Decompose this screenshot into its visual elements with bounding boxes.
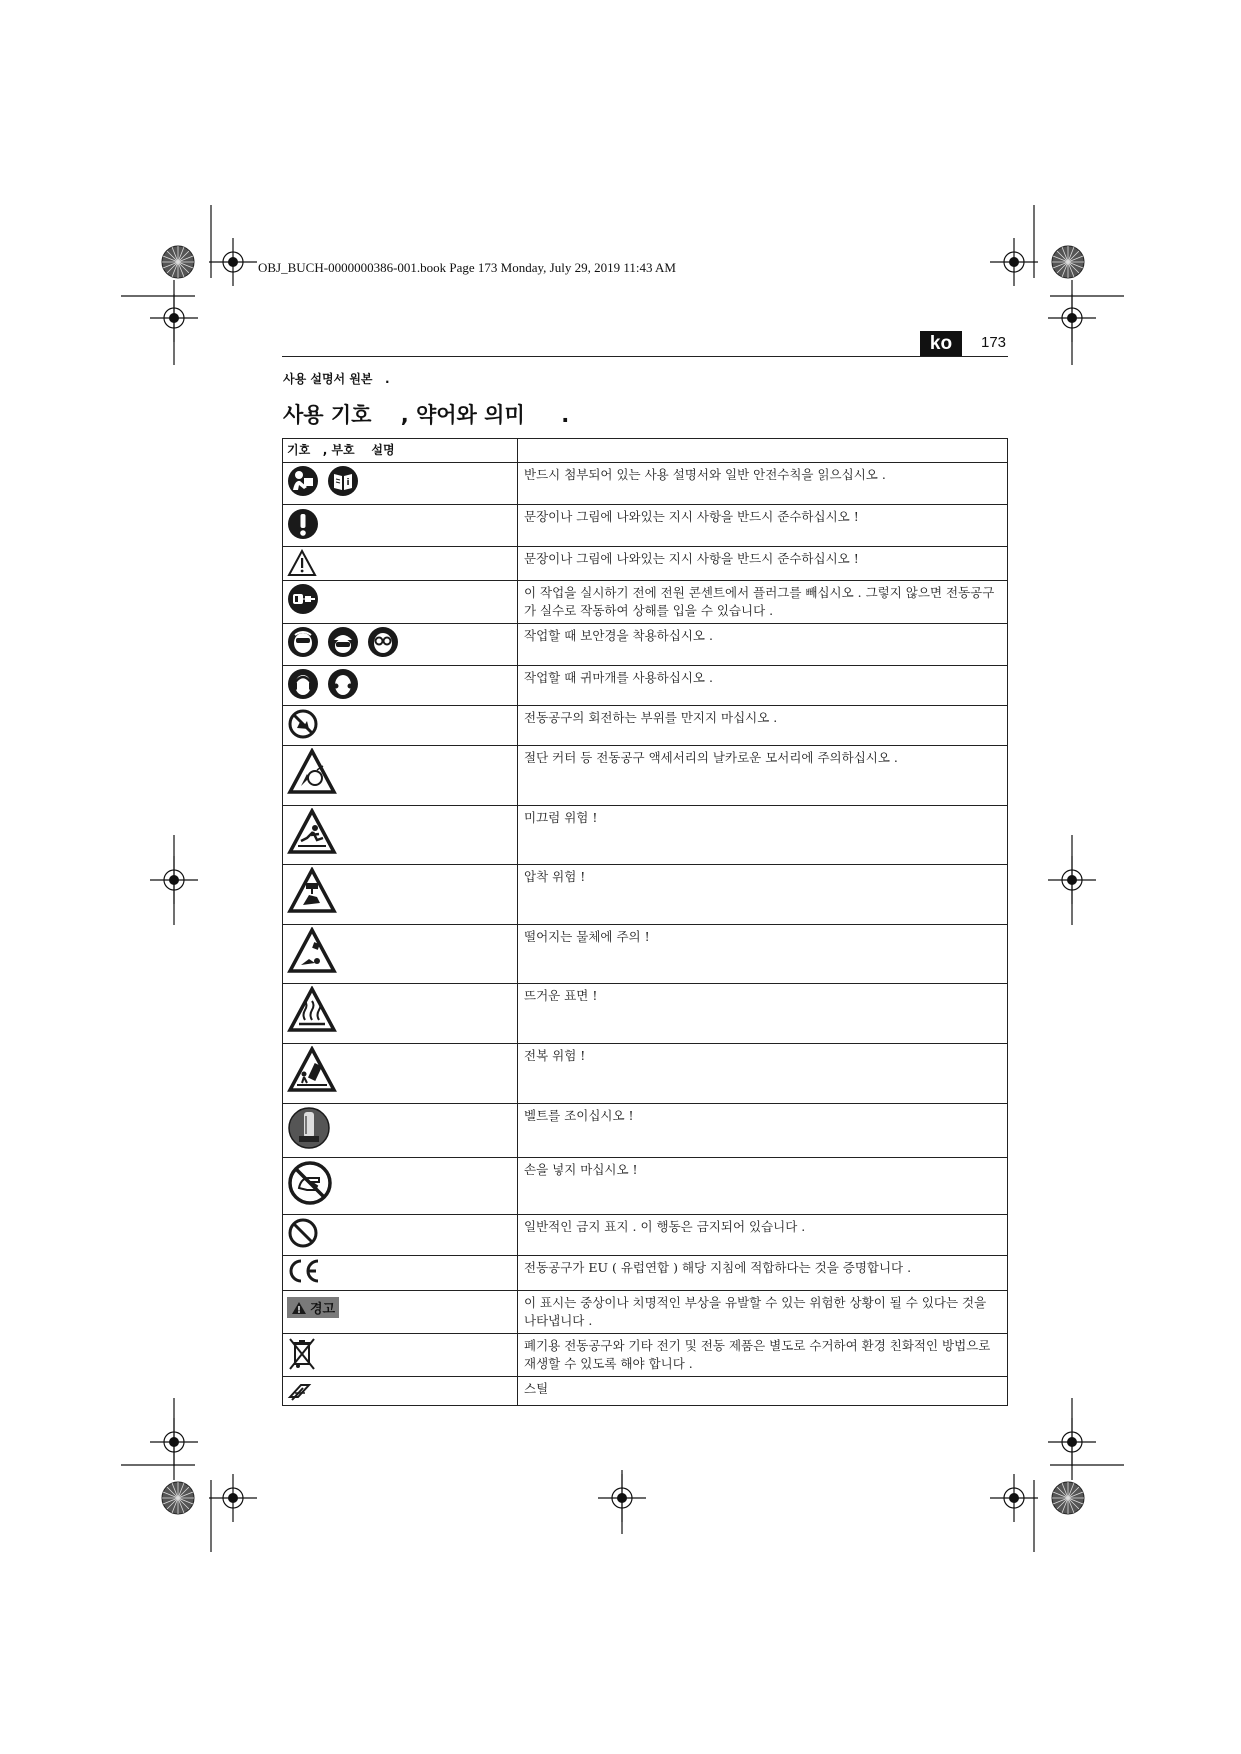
warning-label-icon (287, 1297, 339, 1318)
table-row (283, 624, 1008, 666)
read-manual-person-icon (287, 465, 319, 497)
table-row (283, 1044, 1008, 1104)
description-cell: 스틸 (518, 1377, 1008, 1406)
helmet-goggles-icon (327, 626, 359, 658)
document-subtitle: 사용 설명서 원본 . (283, 372, 390, 386)
ce-mark-icon (287, 1258, 321, 1284)
table-row (283, 547, 1008, 581)
description-cell: 전동공구의 회전하는 부위를 만지지 마십시오 . (518, 706, 1008, 746)
symbol-cell (283, 1291, 518, 1334)
warning-triangle-icon (287, 549, 317, 577)
table-row (283, 1256, 1008, 1291)
symbol-cell (283, 1044, 518, 1104)
table-header-row (283, 439, 1008, 463)
ear-plugs-icon (327, 668, 359, 700)
face-shield-icon (287, 626, 319, 658)
symbol-cell (283, 706, 518, 746)
page-title: 사용 기호 , 약어와 의미 . (283, 403, 570, 427)
table-row (283, 505, 1008, 547)
manual-book-icon (327, 465, 359, 497)
description-cell: 떨어지는 물체에 주의 ! (518, 925, 1008, 984)
description-cell: 손을 넣지 마십시오 ! (518, 1158, 1008, 1215)
table-row (283, 1377, 1008, 1406)
no-hands-icon (287, 1160, 333, 1206)
mandatory-exclamation-icon (287, 507, 319, 541)
symbol-cell (283, 581, 518, 624)
table-row (283, 1158, 1008, 1215)
description-cell: 벨트를 조이십시오 ! (518, 1104, 1008, 1158)
description-cell: 폐기용 전동공구와 기타 전기 및 전동 제품은 별도로 수거하여 환경 친화적인 방법으로 재생할 수 있도록 해야 합니다 . (518, 1334, 1008, 1377)
symbol-cell (283, 1334, 518, 1377)
table-row (283, 463, 1008, 505)
crossed-bin-icon (287, 1336, 317, 1372)
symbol-cell (283, 1377, 518, 1406)
table-row (283, 746, 1008, 806)
table-row (283, 806, 1008, 865)
steel-icon (287, 1379, 313, 1403)
description-cell: 뜨거운 표면 ! (518, 984, 1008, 1044)
symbol-cell (283, 865, 518, 925)
table-row (283, 1104, 1008, 1158)
symbol-cell (283, 624, 518, 666)
symbol-cell (283, 1256, 518, 1291)
ear-muffs-icon (287, 668, 319, 700)
description-cell: 반드시 첨부되어 있는 사용 설명서와 일반 안전수칙을 읽으십시오 . (518, 463, 1008, 505)
description-cell: 압착 위험 ! (518, 865, 1008, 925)
language-badge: ko (920, 331, 962, 356)
warning-label-text: 경고 (310, 1302, 336, 1317)
unplug-icon (287, 583, 319, 615)
header-symbol-cell: 기호 , 부호 설명 (283, 439, 518, 463)
table-row (283, 925, 1008, 984)
description-cell: 일반적인 금지 표지 . 이 행동은 금지되어 있습니다 . (518, 1215, 1008, 1256)
description-cell: 이 표시는 중상이나 치명적인 부상을 유발할 수 있는 위험한 상황이 될 수 있다는 것을 나타냅니다 . (518, 1291, 1008, 1334)
table-row (283, 581, 1008, 624)
symbol-cell (283, 984, 518, 1044)
crush-hazard-icon (287, 867, 337, 915)
table-row (283, 666, 1008, 706)
description-cell: 작업할 때 보안경을 착용하십시오 . (518, 624, 1008, 666)
header-description-cell (518, 439, 1008, 463)
sharp-edges-warning-icon (287, 748, 337, 796)
description-cell: 문장이나 그림에 나와있는 지시 사항을 반드시 준수하십시오 ! (518, 547, 1008, 581)
description-cell: 작업할 때 귀마개를 사용하십시오 . (518, 666, 1008, 706)
description-cell: 이 작업을 실시하기 전에 전원 콘센트에서 플러그를 빼십시오 . 그렇지 않으면 전동공구가 실수로 작동하여 상해를 입을 수 있습니다 . (518, 581, 1008, 624)
slip-hazard-icon (287, 808, 337, 856)
tipping-hazard-icon (287, 1046, 337, 1094)
hot-surface-icon (287, 986, 337, 1034)
description-cell: 전복 위험 ! (518, 1044, 1008, 1104)
symbol-cell (283, 547, 518, 581)
svg-text:i: i (346, 478, 350, 488)
symbol-cell (283, 666, 518, 706)
description-cell: 절단 커터 등 전동공구 액세서리의 날카로운 모서리에 주의하십시오 . (518, 746, 1008, 806)
description-cell: 미끄럼 위험 ! (518, 806, 1008, 865)
no-touch-rotating-icon (287, 708, 319, 740)
table-row (283, 865, 1008, 925)
symbol-cell (283, 1158, 518, 1215)
page-number: 173 (981, 334, 1007, 351)
table-row (283, 706, 1008, 746)
description-cell: 문장이나 그림에 나와있는 지시 사항을 반드시 준수하십시오 ! (518, 505, 1008, 547)
symbol-cell (283, 1215, 518, 1256)
header-rule (282, 356, 1008, 357)
symbols-table (282, 438, 1008, 1406)
symbol-cell (283, 463, 518, 505)
symbol-cell (283, 1104, 518, 1158)
description-cell: 전동공구가 EU ( 유럽연합 ) 해당 지침에 적합하다는 것을 증명합니다 . (518, 1256, 1008, 1291)
table-row (283, 984, 1008, 1044)
tighten-belt-icon (287, 1106, 331, 1150)
symbol-cell (283, 505, 518, 547)
file-info-header: OBJ_BUCH-0000000386-001.book Page 173 Monday, July 29, 2019 11:43 AM (258, 260, 676, 275)
symbol-cell (283, 925, 518, 984)
table-row (283, 1291, 1008, 1334)
table-row (283, 1215, 1008, 1256)
symbol-cell (283, 746, 518, 806)
table-row (283, 1334, 1008, 1377)
falling-objects-icon (287, 927, 337, 975)
symbol-cell (283, 806, 518, 865)
prohibition-icon (287, 1217, 319, 1249)
safety-glasses-icon (367, 626, 399, 658)
